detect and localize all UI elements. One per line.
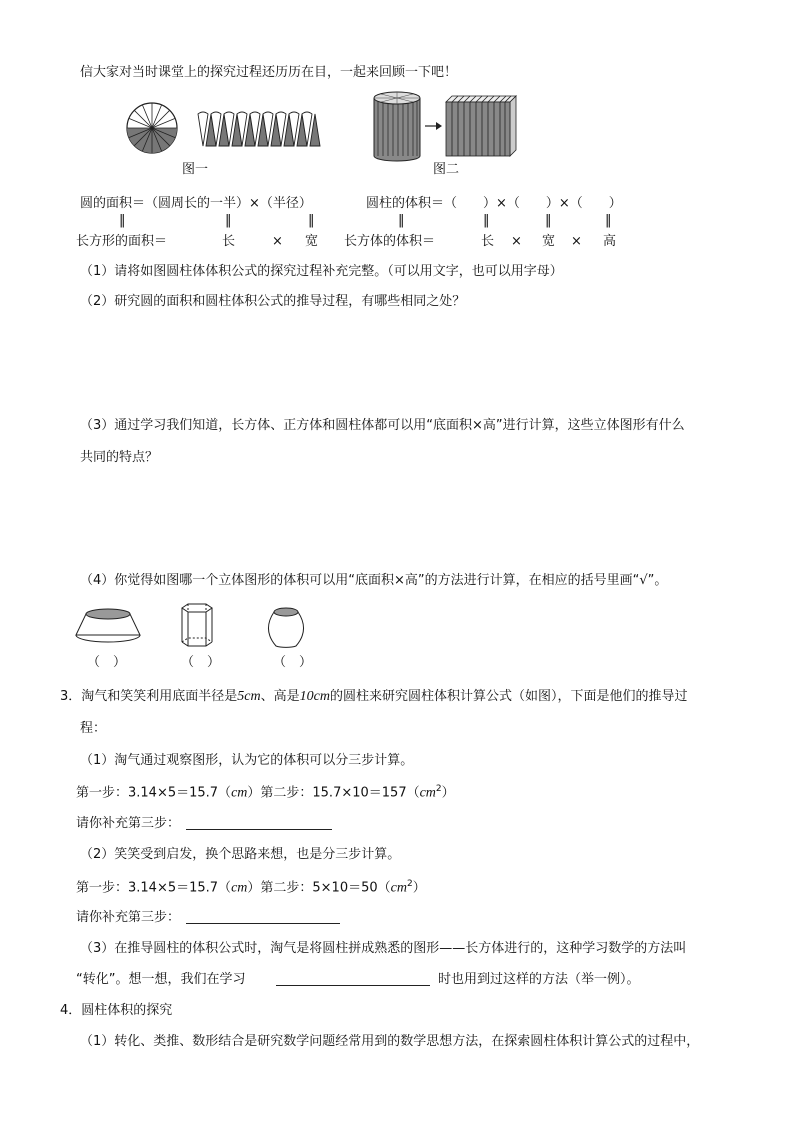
figure-one-caption: 图一: [182, 162, 209, 177]
title: 圆柱体积的探究: [81, 1003, 173, 1018]
frustum-shape: [76, 609, 140, 642]
question-part-3-cont: 共同的特点？: [80, 450, 159, 465]
exponent: 2: [406, 879, 413, 889]
step-one: 第一步：3.14×5＝15.7（: [76, 880, 232, 896]
unit: cm: [231, 785, 248, 801]
cuboid-length: 长: [481, 234, 495, 249]
times-sign: ×: [571, 234, 582, 249]
question-part-4: （4）你觉得如图哪一个立体图形的体积可以用“底面积×高”的方法进行计算，在相应的括号里画“√”。: [80, 573, 668, 588]
equals-mark: ‖: [605, 213, 612, 228]
answer-bracket[interactable]: （ ）: [181, 655, 221, 670]
equals-mark: ‖: [483, 213, 490, 228]
equals-mark: ‖: [545, 213, 552, 228]
question-part-1: （1）请将如图圆柱体体积公式的探究过程补充完整。（可以用文字，也可以用字母）: [80, 264, 563, 279]
rect-length: 长: [222, 234, 236, 249]
unit: cm: [231, 880, 248, 896]
step-one: 第一步：3.14×5＝15.7（: [76, 785, 232, 801]
equals-mark: ‖: [225, 213, 232, 228]
cuboid-volume-label: 长方体的体积＝: [344, 234, 436, 249]
times-sign: ×: [272, 234, 283, 249]
equals-mark: ‖: [398, 213, 405, 228]
rearranged-sectors: [198, 112, 320, 146]
answer-bracket[interactable]: （ ）: [273, 655, 313, 670]
step-two: ）第二步：5×10＝50（: [247, 880, 391, 896]
step-three-answer-line[interactable]: [186, 829, 332, 830]
question-part-2: （2）研究圆的面积和圆柱体积公式的推导过程，有哪些相同之处？: [80, 294, 466, 309]
question-number: 4．: [60, 1003, 82, 1018]
example-answer-line[interactable]: [276, 985, 430, 986]
rect-area-label: 长方形的面积＝: [76, 234, 168, 249]
figure-one-circle-to-rectangle: [124, 100, 344, 160]
paren: ）: [441, 785, 455, 801]
unit: cm: [390, 880, 407, 896]
solid-shapes: [72, 600, 322, 656]
circle-area-formula: 圆的面积＝（圆周长的一半）×（半径）: [80, 196, 312, 211]
figure-two-cylinder-to-cuboid: [370, 90, 520, 162]
question-part-3: （3）通过学习我们知道，长方体、正方体和圆柱体都可以用“底面积×高”进行计算，这些立体图形有什么: [80, 418, 685, 433]
fill-step-three-label: 请你补充第三步：: [76, 910, 181, 925]
q3-part-3: （3）在推导圆柱的体积公式时，淘气是将圆柱拼成熟悉的图形——长方体进行的，这种学习数学的方法叫: [80, 941, 687, 956]
paren: ）: [412, 880, 426, 896]
height-value: 10cm: [299, 689, 330, 704]
unit: cm: [419, 785, 436, 801]
exponent: 2: [435, 784, 442, 794]
step-three-answer-line[interactable]: [186, 923, 340, 924]
sectored-circle: [127, 103, 177, 153]
sectored-cylinder: [374, 92, 420, 161]
times-sign: ×: [511, 234, 522, 249]
text: 淘气和笑笑利用底面半径是: [81, 689, 238, 704]
hexagonal-prism-shape: [182, 604, 212, 646]
q3-part-1: （1）淘气通过观察图形，认为它的体积可以分三步计算。: [80, 753, 414, 768]
equals-mark: ‖: [119, 213, 126, 228]
answer-bracket[interactable]: （ ）: [87, 655, 127, 670]
cylinder-volume-formula: 圆柱的体积＝（ ）×（ ）×（ ）: [366, 196, 622, 211]
q3-step-line-1: [76, 785, 455, 800]
radius-value: 5cm: [237, 689, 261, 704]
question-3-text: [60, 690, 687, 704]
cuboid-shape: [446, 96, 516, 156]
q3-step-line-2: [76, 880, 426, 895]
q3-part-3-cont-a: “转化”。想一想，我们在学习: [76, 972, 246, 987]
text: 、高是: [260, 689, 300, 704]
question-4-title: [60, 1004, 172, 1017]
arrow-icon: [425, 122, 442, 130]
rect-width: 宽: [305, 234, 319, 249]
fill-step-three-label: 请你补充第三步：: [76, 816, 181, 831]
step-two: ）第二步：15.7×10＝157（: [247, 785, 420, 801]
q3-part-3-cont-b: 时也用到过这样的方法（举一例）。: [438, 972, 640, 987]
q3-part-2: （2）笑笑受到启发，换个思路来想，也是分三步计算。: [80, 847, 401, 862]
question-3-cont: 程：: [80, 721, 107, 736]
text: 的圆柱来研究圆柱体积计算公式（如图），下面是他们的推导过: [329, 689, 688, 704]
cuboid-width: 宽: [542, 234, 556, 249]
q4-part-1: （1）转化、类推、数形结合是研究数学问题经常用到的数学思想方法，在探索圆柱体积计算公式的过程中，: [80, 1034, 700, 1049]
barrel-shape: [268, 608, 303, 647]
figure-two-caption: 图二: [433, 162, 460, 177]
intro-text: 信大家对当时课堂上的探究过程还历历在目，一起来回顾一下吧！: [80, 65, 458, 80]
cuboid-height: 高: [603, 234, 617, 249]
question-number: 3．: [60, 689, 82, 704]
equals-mark: ‖: [308, 213, 315, 228]
